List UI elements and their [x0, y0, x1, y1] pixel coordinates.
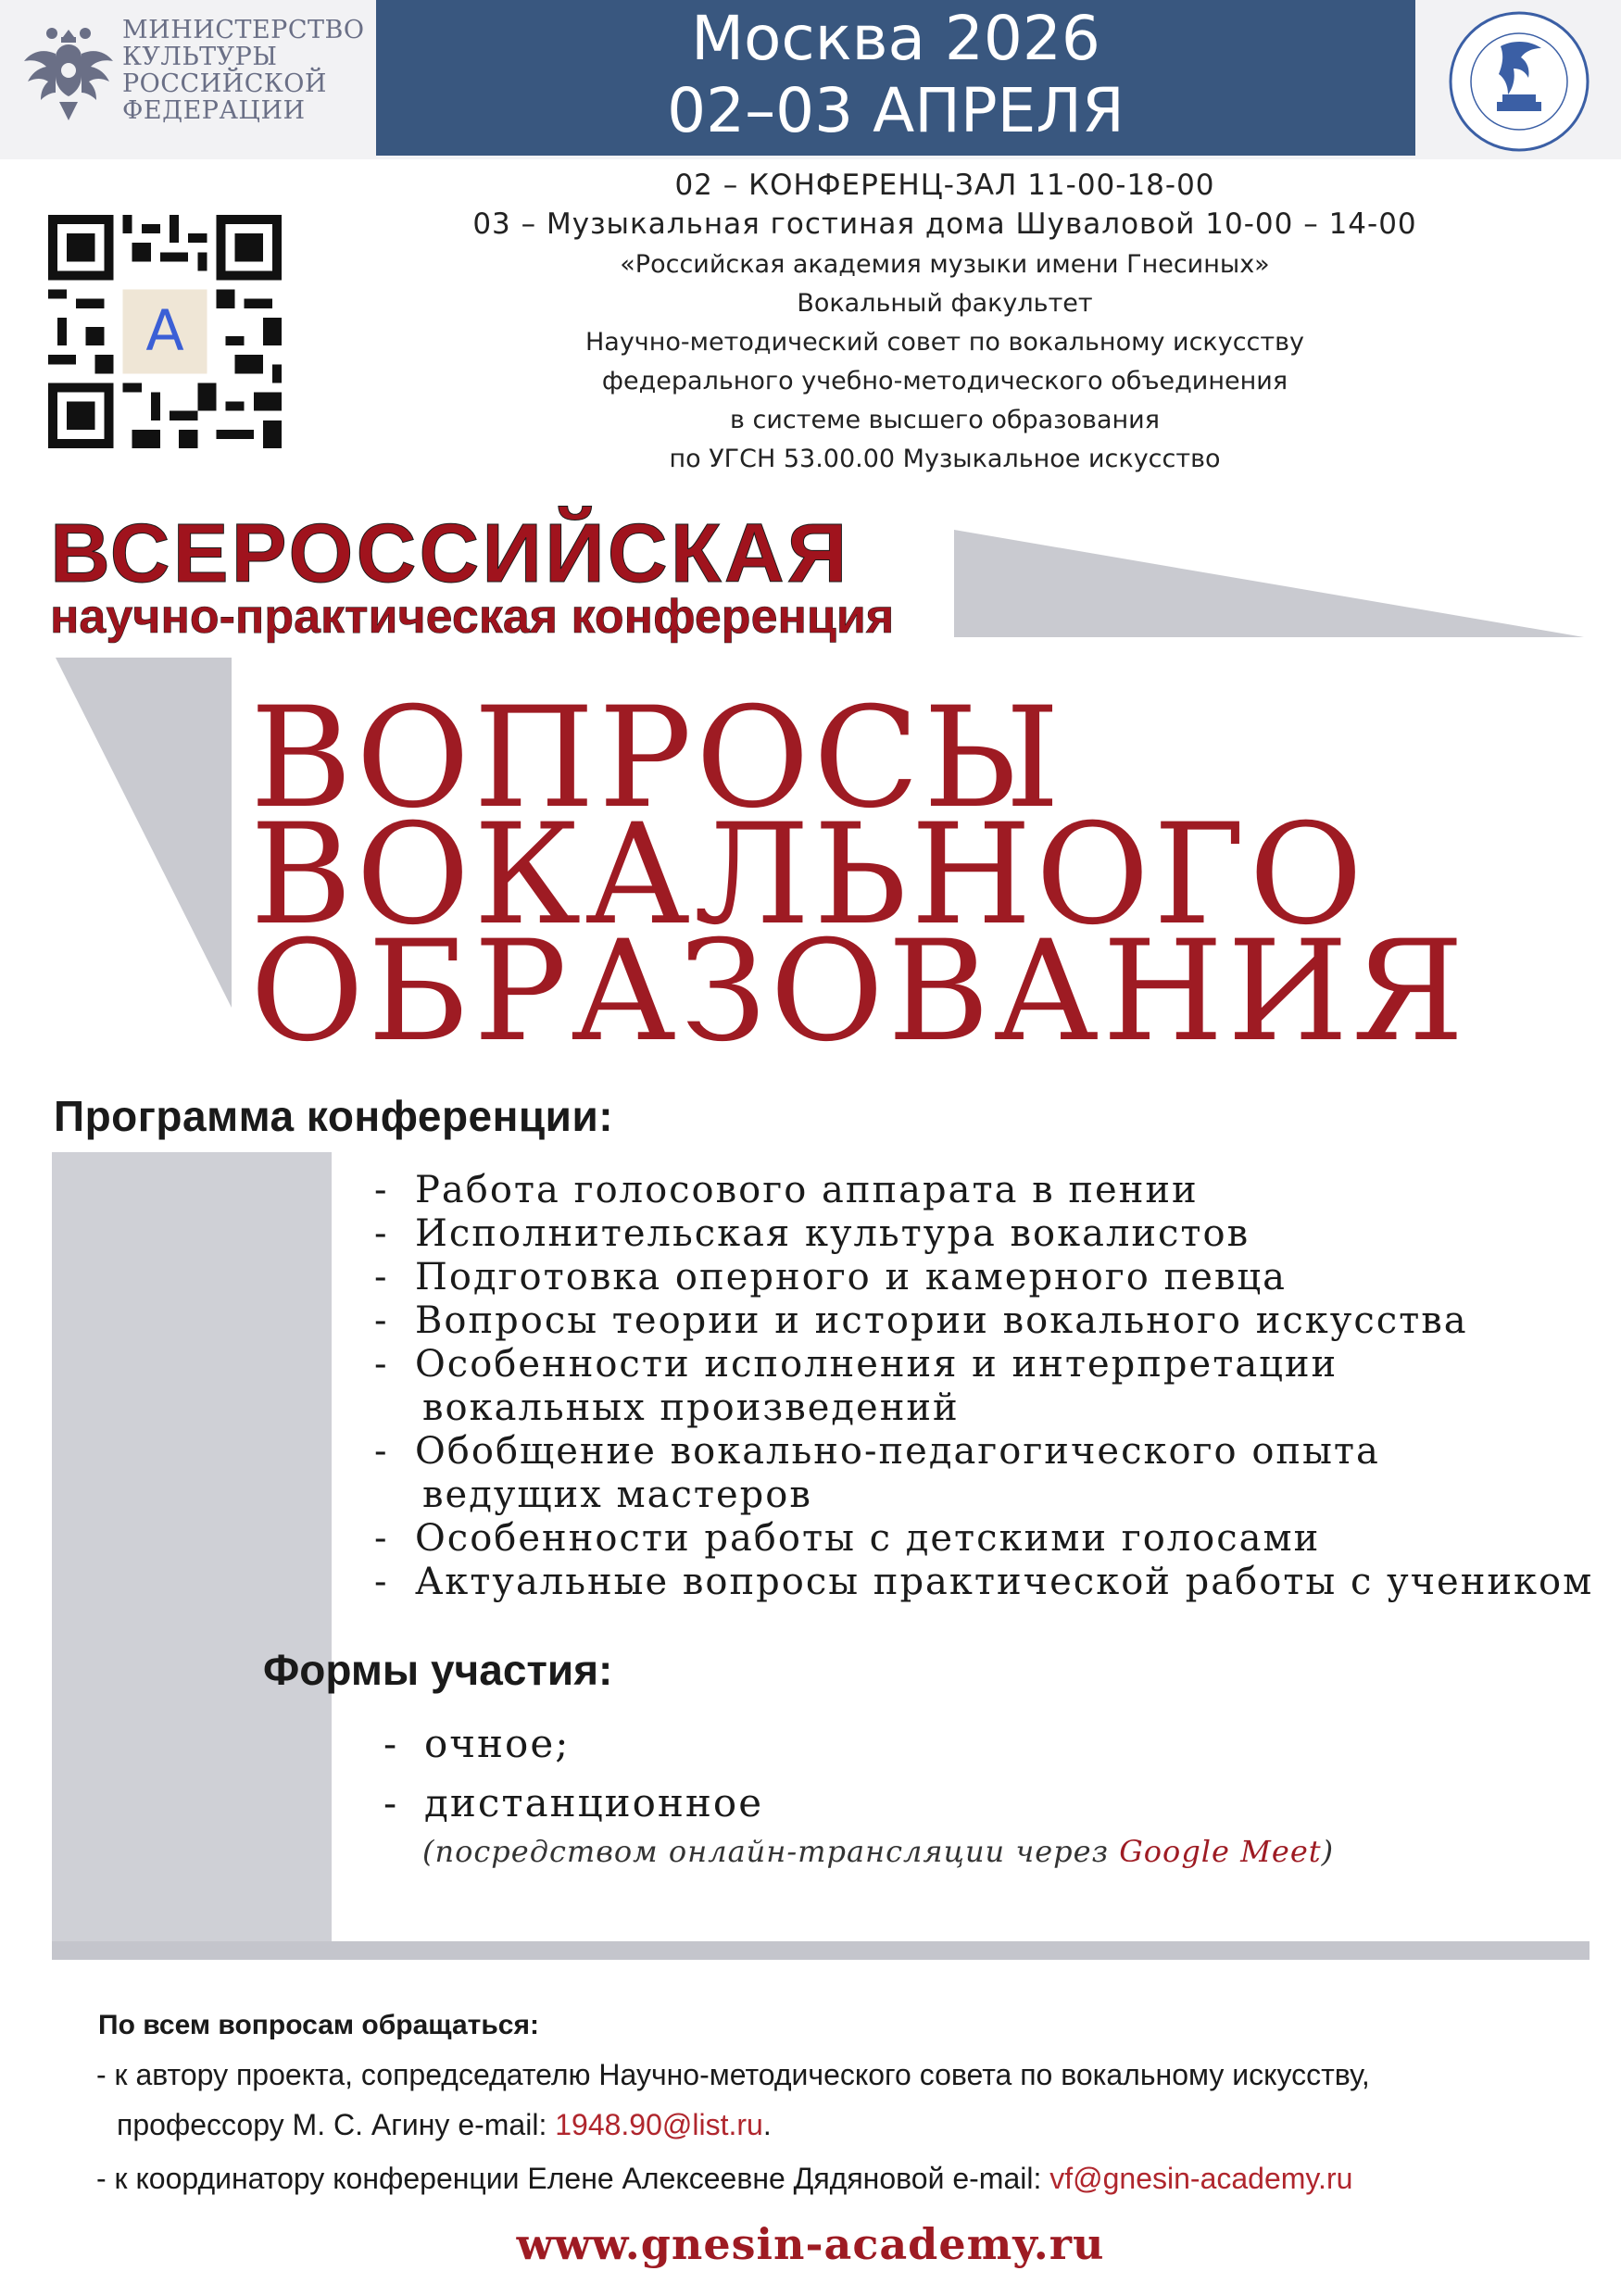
contacts-title: По всем вопросам обращаться: — [98, 2010, 539, 2040]
svg-text:A: A — [145, 299, 184, 365]
form-item-label: очное; — [424, 1721, 571, 1766]
organizer-faculty: Вокальный факультет — [797, 289, 1093, 318]
contact-coordinator — [96, 2162, 1352, 2196]
form-item-remote: - дистанционное — [383, 1780, 764, 1826]
organizer-system: в системе высшего образования — [730, 406, 1160, 434]
contact-text: - к координатору конференции Елене Алексеевне Дядяновой e-mail: — [96, 2162, 1050, 2195]
contact-author: - к автору проекта, сопредседателю Научно-методического совета по вокальному искусству, — [96, 2058, 1370, 2091]
coordinator-email-link[interactable]: vf@gnesin-academy.ru — [1049, 2162, 1353, 2195]
list-item: - Подготовка оперного и камерного певца — [374, 1256, 1615, 1299]
list-item: - Особенности работы с детскими голосами — [374, 1517, 1615, 1561]
contact-text: . — [762, 2108, 772, 2141]
list-item: - Вопросы теории и истории вокального искусства — [374, 1299, 1615, 1343]
list-item: - Исполнительская культура вокалистов — [374, 1212, 1615, 1256]
ministry-logo — [19, 13, 380, 143]
forms-title: Формы участия: — [263, 1646, 613, 1694]
conference-subtitle: научно-практическая конференция — [50, 590, 895, 644]
ministry-name — [122, 17, 382, 124]
note-text: ) — [1321, 1834, 1335, 1869]
google-meet-label: Google Meet — [1119, 1834, 1322, 1869]
side-panel — [52, 1152, 332, 1941]
list-item: - Работа голосового аппарата в пении — [374, 1169, 1615, 1212]
conference-title-line: ОБРАЗОВАНИЯ — [250, 911, 1468, 1073]
website-link[interactable]: www.gnesin-academy.ru — [516, 2219, 1105, 2269]
ministry-line: РОССИЙСКОЙ — [122, 69, 327, 98]
author-email-link[interactable]: 1948.90@list.ru — [555, 2108, 763, 2141]
ministry-line: КУЛЬТУРЫ — [122, 43, 278, 71]
list-item-continuation: вокальных произведений — [422, 1386, 960, 1429]
forms-note — [422, 1834, 1334, 1869]
list-item: - Обобщение вокально-педагогического опыта — [374, 1430, 1615, 1474]
city-date-banner — [376, 0, 1415, 156]
organizer-council: Научно-методический совет по вокальному искусству — [584, 328, 1305, 357]
city-year: Москва 2026 — [691, 3, 1100, 74]
organizer-association: федерального учебно-методического объединения — [601, 367, 1288, 395]
eagle-emblem-icon — [19, 13, 119, 143]
schedule-day-1: 02 – КОНФЕРЕНЦ-ЗАЛ 11-00-18-00 — [674, 169, 1215, 202]
contact-text: профессору М. С. Агину e-mail: — [117, 2108, 556, 2141]
conference-title-line: ВОКАЛЬНОГО — [250, 795, 1367, 956]
list-item-continuation: ведущих мастеров — [422, 1474, 812, 1516]
organizer-academy: «Российская академия музыки имени Гнесиных» — [620, 250, 1270, 279]
program-title: Программа конференции: — [54, 1092, 614, 1140]
ministry-line: ФЕДЕРАЦИИ — [122, 96, 306, 125]
program-list — [374, 1169, 1615, 1604]
organizer-ugsn: по УГСН 53.00.00 Музыкальное искусство — [669, 445, 1221, 473]
qr-code-icon[interactable] — [48, 215, 282, 448]
academy-logo-icon — [1436, 9, 1602, 154]
conference-kind: ВСЕРОССИЙСКАЯ — [50, 508, 850, 600]
event-dates: 02–03 АПРЕЛЯ — [667, 75, 1125, 146]
note-text: (посредством онлайн-трансляции через — [422, 1834, 1120, 1869]
list-item: - Особенности исполнения и интерпретации — [374, 1343, 1615, 1386]
form-item-label: дистанционное — [424, 1780, 764, 1826]
schedule-day-2: 03 – Музыкальная гостиная дома Шуваловой 10-00 – 14-00 — [472, 207, 1417, 241]
divider-bar — [52, 1941, 1590, 1960]
contact-author-email-line — [117, 2108, 772, 2142]
form-item-inperson: - очное; — [383, 1721, 571, 1766]
ministry-line: МИНИСТЕРСТВО — [122, 16, 365, 44]
list-item: - Актуальные вопросы практической работы с учеником — [374, 1561, 1615, 1604]
conference-title-line: ВОПРОСЫ — [250, 678, 1064, 839]
